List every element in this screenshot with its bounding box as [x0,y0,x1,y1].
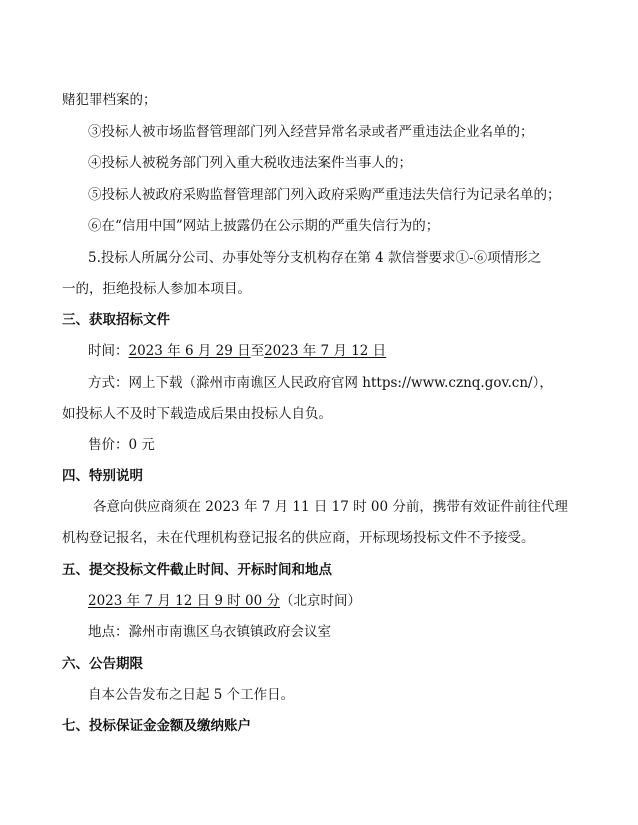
location-line: 地点：滁州市南谯区乌衣镇镇政府会议室 [88,624,331,640]
section-heading: 七、投标保证金金额及缴纳账户 [62,718,251,734]
deadline-line [88,591,580,611]
section-heading: 三、获取招标文件 [62,312,170,328]
deadline-note: （北京时间） [280,593,362,609]
time-end: 2023 年 7 月 12 日 [264,343,387,359]
text-line: 自本公告发布之日起 5 个工作日。 [88,687,295,703]
text-line: ⑥在“信用中国”网站上披露仍在公示期的严重失信行为的； [88,218,440,234]
text-line: 赌犯罪档案的； [62,92,157,108]
text-line: ③投标人被市场监督管理部门列入经营异常名录或者严重违法企业名单的； [88,124,534,140]
method-line: 方式：网上下载（滁州市南谯区人民政府官网 https://www.cznq.gov.cn/）， [88,375,553,391]
section-heading: 四、特别说明 [62,468,143,484]
time-line [88,341,580,361]
text-line: 机构登记报名，未在代理机构登记报名的供应商，开标现场投标文件不予接受。 [62,530,535,546]
section-heading: 六、公告期限 [62,656,143,672]
time-mid: 至 [250,343,265,359]
time-start: 2023 年 6 月 29 日 [128,343,251,359]
price-line: 售价：0 元 [88,437,155,453]
text-line: ⑤投标人被政府采购监督管理部门列入政府采购严重违法失信行为记录名单的； [88,187,561,203]
text-line: 一的，拒绝投标人参加本项目。 [62,281,251,297]
text-line: 5.投标人所属分公司、办事处等分支机构存在第 4 款信誉要求①-⑥项情形之 [88,250,542,266]
method-line: 如投标人不及时下载造成后果由投标人自负。 [62,406,332,422]
time-label: 时间： [88,343,129,359]
deadline-value: 2023 年 7 月 12 日 9 时 00 分 [88,593,281,609]
text-line: 各意向供应商须在 2023 年 7 月 11 日 17 时 00 分前，携带有效证件前往代理 [93,499,568,515]
text-line: ④投标人被税务部门列入重大税收违法案件当事人的； [88,155,412,171]
section-heading: 五、提交投标文件截止时间、开标时间和地点 [62,562,332,578]
